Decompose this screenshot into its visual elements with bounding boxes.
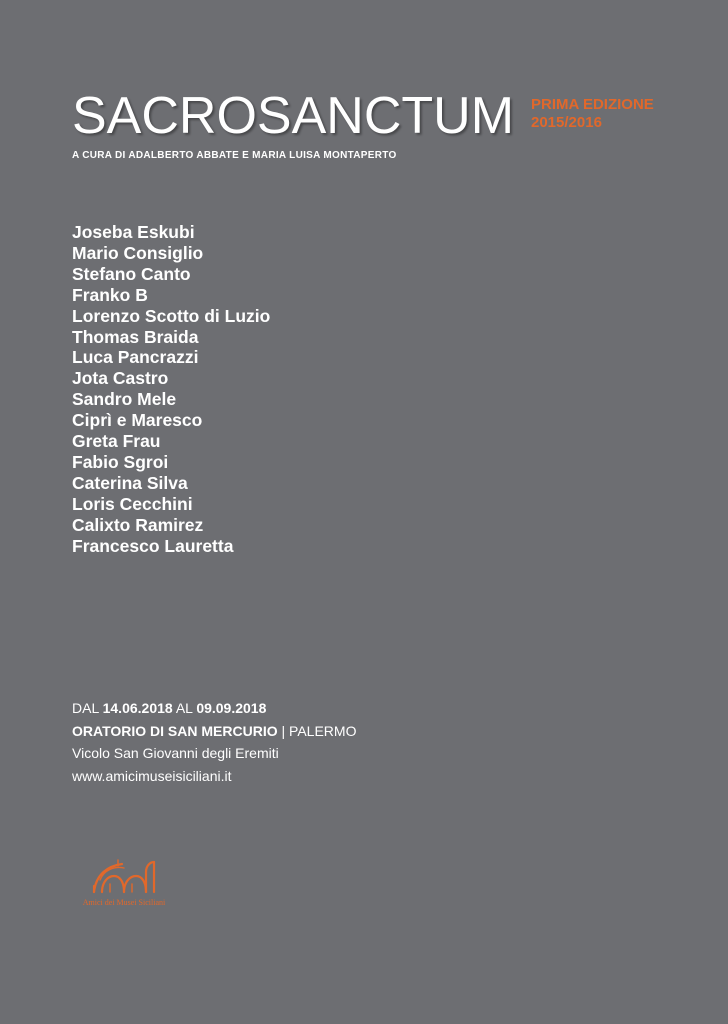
artist-name: Caterina Silva	[72, 472, 188, 493]
venue-name: ORATORIO DI SAN MERCURIO	[72, 722, 278, 739]
edition-line-2: 2015/2016	[531, 114, 602, 131]
artist-name: Mario Consiglio	[72, 242, 204, 263]
venue-address: Vicolo San Giovanni degli Eremiti	[72, 745, 279, 761]
curators-line: A CURA DI ADALBERTO ABBATE E MARIA LUISA MONTAPERTO	[72, 150, 397, 161]
artist-name: Stefano Canto	[72, 263, 191, 284]
artist-name: Greta Frau	[72, 431, 161, 452]
edition-line-1: PRIMA EDIZIONE	[531, 96, 654, 113]
event-info	[72, 697, 356, 787]
artist-name: Franko B	[72, 284, 148, 305]
start-date: 14.06.2018	[102, 700, 173, 716]
artist-list	[72, 222, 270, 557]
end-date: 09.09.2018	[196, 700, 267, 716]
edition-label	[531, 96, 654, 132]
artist-name: Francesco Lauretta	[72, 535, 234, 556]
artist-name: Sandro Mele	[72, 389, 177, 410]
website-link[interactable]: www.amicimuseisiciliani.it	[72, 767, 232, 784]
artist-name: Luca Pancrazzi	[72, 347, 199, 368]
poster-title: SACROSANCTUM	[72, 87, 515, 145]
artist-name: Lorenzo Scotto di Luzio	[72, 305, 271, 326]
artist-name: Fabio Sgroi	[72, 451, 169, 472]
date-range	[72, 697, 356, 720]
venue-city: PALERMO	[289, 722, 357, 739]
date-from-label: DAL	[72, 700, 99, 716]
date-to-label: AL	[175, 700, 193, 716]
artist-name: Joseba Eskubi	[72, 222, 195, 242]
artist-name: Calixto Ramirez	[72, 514, 204, 535]
venue-separator: |	[281, 722, 286, 739]
venue-line	[72, 720, 356, 743]
logo-caption: Amici dei Musei Siciliani	[82, 898, 166, 907]
artist-name: Jota Castro	[72, 368, 169, 389]
artist-name: Loris Cecchini	[72, 493, 193, 514]
artist-name: Ciprì e Maresco	[72, 410, 203, 431]
artist-name: Thomas Braida	[72, 326, 199, 347]
